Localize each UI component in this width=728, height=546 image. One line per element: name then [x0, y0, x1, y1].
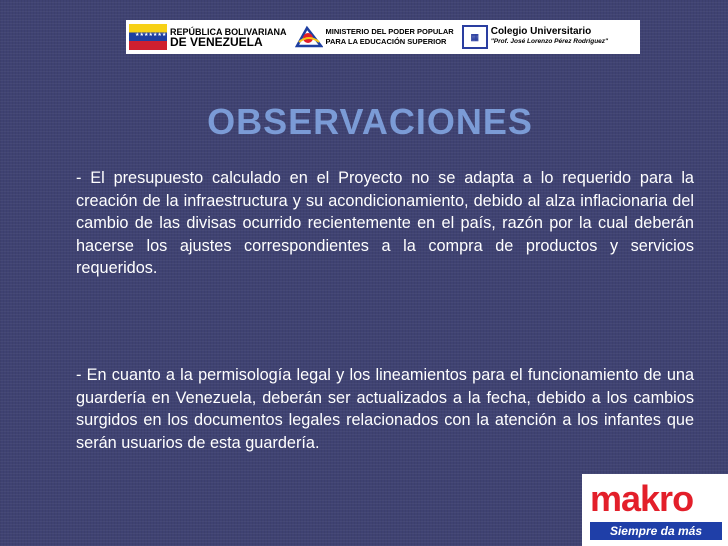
logo1-line1: REPÚBLICA BOLIVARIANA — [170, 27, 287, 37]
observation-paragraph-1: - El presupuesto calculado en el Proyecto no se adapta a lo requerido para la creación de la infraestructura y su acondicionamiento, debido al alza inflacionaria del cambio de las divisas ocurrido recientemente en el país, razón por la cual deberán hacerse los ajustes correspondientes a la compra de productos y servicios requeridos. — [76, 169, 694, 277]
logo1-line2: DE VENEZUELA — [170, 35, 263, 49]
logo3-line1: Colegio Universitario — [490, 26, 592, 37]
ministry-logo — [287, 20, 454, 54]
logo2-line1: MINISTERIO DEL PODER POPULAR — [325, 27, 454, 36]
ministry-emblem-icon — [295, 24, 323, 50]
college-emblem-icon: ▦ — [462, 25, 488, 49]
venezuela-logo — [126, 20, 287, 54]
venezuela-flag-icon: ★★★★★★★★ — [129, 24, 167, 50]
college-logo — [454, 20, 608, 54]
logo2-line2: PARA LA EDUCACIÓN SUPERIOR — [325, 37, 447, 46]
makro-wordmark: makro — [590, 478, 694, 519]
header-logo-banner — [126, 20, 640, 54]
slide-title: OBSERVACIONES — [207, 101, 533, 142]
observation-paragraph-2: - En cuanto a la permisología legal y los lineamientos para el funcionamiento de una guardería en Venezuela, deberán ser actualizados a la fecha, debido a los cambios surgidos en los documentos legales relacionados con la atención a los infantes que serán usuarios de esta guardería. — [76, 366, 694, 452]
makro-logo — [582, 474, 728, 546]
makro-slogan: Siempre da más — [590, 522, 722, 540]
logo3-line2: "Prof. José Lorenzo Pérez Rodríguez" — [490, 38, 609, 45]
